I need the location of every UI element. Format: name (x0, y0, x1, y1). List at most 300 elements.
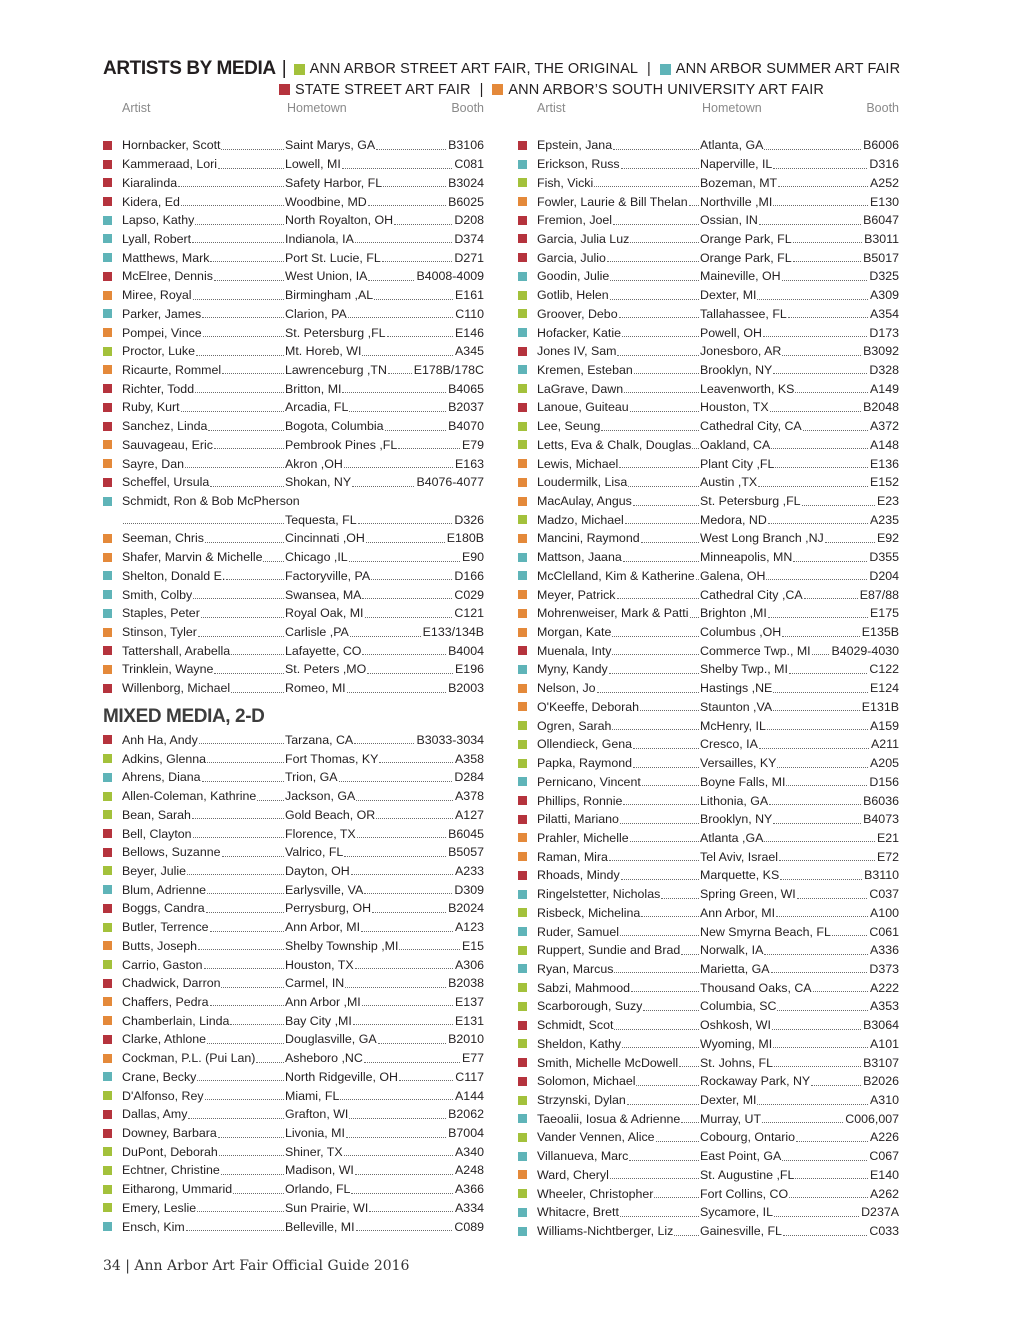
hometown: Leavenworth, KS (700, 381, 795, 396)
artist-name: Anh Ha, Andy (122, 732, 198, 747)
hometown-cell (700, 531, 876, 545)
artist-row (518, 1166, 899, 1185)
hometown-cell (285, 901, 447, 915)
artist-name: Erickson, Russ (537, 157, 620, 172)
dot-leader (342, 392, 446, 393)
booth-number: E175 (870, 606, 899, 621)
dot-leader (771, 448, 868, 449)
dot-leader (614, 1029, 699, 1030)
artist-name: Fowler, Laurie & Bill Thelan (537, 194, 688, 209)
dot-leader (623, 804, 699, 805)
left-entries (103, 136, 484, 698)
artist-row (103, 267, 484, 286)
booth-number: C037 (869, 887, 899, 902)
page-footer: 34 | Ann Arbor Art Fair Official Guide 2016 (103, 1258, 410, 1274)
artist-name: Sanchez, Linda (122, 419, 208, 434)
dot-leader (763, 336, 867, 337)
hometown-cell (700, 775, 868, 789)
hometown-cell (700, 138, 862, 152)
artist-row (103, 1030, 484, 1049)
hometown: Chicago ,IL (285, 550, 348, 565)
artist-row (103, 211, 484, 230)
artist-name-cell (537, 794, 700, 808)
dot-leader (208, 430, 284, 431)
green-square-icon (518, 908, 527, 917)
dot-leader (198, 949, 284, 950)
booth-number: B4076-4077 (416, 475, 484, 490)
hometown: Columbia, SC (700, 999, 777, 1014)
hometown: Grafton, WI (285, 1107, 349, 1122)
artist-name-cell (537, 232, 700, 246)
artist-name-cell (122, 307, 285, 321)
artist-name: O'Keeffe, Deborah (537, 699, 640, 714)
artist-row (518, 323, 899, 342)
artist-row (103, 323, 484, 342)
artist-name: Prahler, Michelle (537, 830, 629, 845)
green-square-icon (518, 721, 527, 730)
booth-number: C110 (455, 306, 484, 321)
artist-name: Lewis, Michael (537, 456, 619, 471)
hometown-cell (700, 943, 869, 957)
hometown-cell (700, 999, 869, 1013)
dot-leader (661, 898, 699, 899)
orange-square-icon (103, 291, 112, 300)
booth-number: A306 (455, 957, 484, 972)
artist-row (518, 885, 899, 904)
dot-leader (773, 710, 860, 711)
hometown-cell (700, 588, 859, 602)
artist-row (103, 918, 484, 937)
artist-name-cell (537, 868, 700, 882)
orange-square-icon (103, 1016, 112, 1025)
booth-number: B3064 (863, 1018, 899, 1033)
booth-number: A127 (455, 807, 484, 822)
artist-row (103, 604, 484, 623)
dot-leader (187, 874, 284, 875)
artist-name: Ringelstetter, Nicholas (537, 887, 661, 902)
hometown-cell (285, 681, 447, 695)
dot-leader (777, 1010, 868, 1011)
booth-number: B2010 (448, 1032, 484, 1047)
hometown: Boyne Falls, MI (700, 774, 786, 789)
dot-leader (207, 893, 284, 894)
booth-number: D156 (869, 774, 899, 789)
artist-name-cell (122, 176, 285, 190)
hometown: St. Augustine ,FL (700, 1167, 795, 1182)
dot-leader (221, 149, 284, 150)
hometown: Florence, TX (285, 826, 356, 841)
dot-leader (339, 781, 453, 782)
artist-row (103, 1124, 484, 1143)
red-square-icon (518, 234, 527, 243)
hometown: Powell, OH (700, 325, 762, 340)
booth-number: E196 (455, 662, 484, 677)
hometown-cell (285, 883, 453, 897)
section-title-mixed-media: MIXED MEDIA, 2-D (103, 705, 265, 727)
dot-leader (630, 841, 699, 842)
artist-row (103, 843, 484, 862)
artist-name-cell (537, 176, 700, 190)
booth-number: A211 (870, 737, 899, 752)
red-square-icon (103, 272, 112, 281)
dot-leader (207, 1043, 284, 1044)
hometown-cell (700, 438, 869, 452)
hometown-cell (285, 382, 447, 396)
orange-square-icon (103, 459, 112, 468)
dot-leader (256, 1062, 284, 1063)
hometown-cell (700, 213, 862, 227)
booth-number: C006,007 (845, 1111, 899, 1126)
hometown-cell (700, 812, 862, 826)
hometown-cell (285, 232, 453, 246)
artist-name-cell (537, 251, 700, 265)
dot-leader (356, 800, 453, 801)
artist-name: Phillips, Ronnie (537, 793, 623, 808)
artist-row (103, 731, 484, 750)
booth-number: A353 (870, 999, 899, 1014)
artist-name: Ruppert, Sundie and Brad (537, 943, 681, 958)
hometown-cell (285, 1070, 454, 1084)
hometown-cell (285, 1032, 447, 1046)
hometown-cell (700, 326, 868, 340)
hometown-cell (285, 213, 453, 227)
green-square-icon (103, 754, 112, 763)
artist-name-cell (537, 195, 700, 209)
orange-square-icon (518, 478, 527, 487)
hometown-cell (285, 326, 454, 340)
hometown: North Royalton, OH (285, 213, 394, 228)
dot-leader (349, 561, 460, 562)
hometown-cell (700, 700, 861, 714)
artist-name-cell (122, 681, 285, 695)
artist-name-cell (122, 326, 285, 340)
dot-leader (692, 448, 699, 449)
dot-leader (594, 186, 699, 187)
dot-leader (628, 486, 699, 487)
artist-row (518, 510, 899, 529)
green-square-icon (103, 923, 112, 932)
artist-name-cell (537, 681, 700, 695)
artist-row (518, 922, 899, 941)
hometown: Port St. Lucie, FL (285, 250, 381, 265)
booth-number: B3107 (863, 1055, 899, 1070)
hometown: Ann Arbor, MI (700, 905, 776, 920)
artist-name: Ruder, Samuel (537, 924, 619, 939)
artist-name: Strzynski, Dylan (537, 1093, 626, 1108)
artist-name-cell (537, 1224, 700, 1238)
artist-row (518, 960, 899, 979)
legend-separator: | (479, 81, 484, 98)
artist-row (518, 997, 899, 1016)
artist-name-cell (122, 251, 285, 265)
artist-row (518, 978, 899, 997)
artist-name-cell (122, 625, 285, 639)
dot-leader (769, 804, 861, 805)
dot-leader (233, 1193, 284, 1194)
orange-square-icon (103, 665, 112, 674)
page-header (103, 59, 903, 99)
dot-leader (643, 1010, 699, 1011)
booth-number: B4073 (863, 812, 899, 827)
dot-leader (762, 1122, 843, 1123)
red-square-icon (518, 1058, 527, 1067)
hometown: Woodbine, MD (285, 194, 367, 209)
hometown: Shelby Twp., MI (700, 662, 788, 677)
dot-leader (387, 336, 454, 337)
artist-name-cell (537, 269, 700, 283)
artist-name-cell (537, 999, 700, 1013)
artist-row (103, 417, 484, 436)
hometown: Ossian, IN (700, 213, 758, 228)
green-square-icon (103, 960, 112, 969)
booth-number: A309 (870, 288, 899, 303)
hometown-cell (700, 475, 869, 489)
booth-number: E87/88 (859, 587, 899, 602)
artist-row (518, 548, 899, 567)
hometown: Lafayette, CO (285, 643, 362, 658)
artist-row (518, 1109, 899, 1128)
dot-leader (773, 373, 867, 374)
artist-row (103, 805, 484, 824)
artist-name: Lapso, Kathy (122, 213, 195, 228)
dot-leader (617, 598, 700, 599)
right-column-headers (518, 101, 899, 117)
artist-name-cell (537, 1074, 700, 1088)
booth-number: B2062 (448, 1107, 484, 1122)
dot-leader (358, 523, 453, 524)
artist-name-cell (122, 531, 285, 545)
dot-leader (764, 954, 868, 955)
artist-row (518, 1091, 899, 1110)
hometown-cell (285, 513, 453, 527)
teal-square-icon (518, 328, 527, 337)
artist-name: Vander Vennen, Alice (537, 1130, 655, 1145)
dot-leader (786, 785, 867, 786)
dot-leader (636, 1085, 699, 1086)
red-square-icon (518, 796, 527, 805)
artist-name-cell (537, 831, 700, 845)
dot-leader (764, 841, 875, 842)
hometown-cell (285, 662, 454, 676)
mixed-media-entries (103, 731, 484, 1236)
artist-row (518, 754, 899, 773)
green-square-icon (518, 740, 527, 749)
hometown-cell (285, 400, 447, 414)
orange-square-icon (103, 997, 112, 1006)
orange-square-icon (103, 1054, 112, 1063)
dot-leader (364, 1062, 460, 1063)
artist-name: Kremen, Esteban (537, 362, 633, 377)
booth-number: B2026 (863, 1074, 899, 1089)
hometown-cell (285, 864, 454, 878)
dot-leader (376, 149, 446, 150)
dot-leader (193, 837, 284, 838)
hometown: Akron ,OH (285, 456, 343, 471)
artist-row (103, 768, 484, 787)
artist-name: Risbeck, Michelina (537, 905, 641, 920)
booth-number: C122 (869, 662, 899, 677)
booth-number: A358 (455, 751, 484, 766)
dot-leader (210, 261, 284, 262)
booth-number: C117 (455, 1069, 484, 1084)
dot-leader (364, 893, 452, 894)
artist-row (103, 567, 484, 586)
artist-name-cell (122, 382, 285, 396)
artist-row (103, 304, 484, 323)
dot-leader (654, 1197, 699, 1198)
hometown: West Long Branch ,NJ (700, 531, 824, 546)
hometown: Austin ,TX (700, 475, 758, 490)
artist-name: D'Alfonso, Rey (122, 1088, 204, 1103)
artist-row (103, 1011, 484, 1030)
artist-name: McElree, Dennis (122, 269, 213, 284)
artist-name: Beyer, Julie (122, 863, 187, 878)
artist-name: Adkins, Glenna (122, 751, 207, 766)
dot-leader (192, 818, 284, 819)
dot-leader (362, 1005, 453, 1006)
dot-leader (795, 1178, 868, 1179)
booth-number: C089 (454, 1219, 484, 1234)
hometown-cell (285, 344, 454, 358)
hometown-cell (700, 363, 868, 377)
teal-square-icon (103, 1222, 112, 1231)
dot-leader (767, 729, 868, 730)
artist-name: Pompei, Vince (122, 325, 202, 340)
artist-name-cell (122, 157, 285, 171)
dot-leader (612, 729, 699, 730)
artist-name-cell (537, 775, 700, 789)
artist-name: Garcia, Julio (537, 250, 606, 265)
dot-leader (351, 874, 453, 875)
booth-number: E180B (446, 531, 484, 546)
dot-leader (620, 1216, 699, 1217)
dot-leader (186, 1230, 284, 1231)
hometown-cell (700, 681, 869, 695)
artist-row (103, 361, 484, 380)
hometown-cell (700, 232, 863, 246)
dot-leader (345, 987, 446, 988)
teal-square-icon (518, 927, 527, 936)
artist-name: Matthews, Mark (122, 250, 210, 265)
artist-name: Dallas, Amy (122, 1107, 188, 1122)
orange-square-icon (103, 628, 112, 637)
hometown-cell (700, 662, 868, 676)
dot-leader (757, 299, 868, 300)
hometown: Gold Beach, OR (285, 807, 376, 822)
booth-number: B6036 (863, 793, 899, 808)
dot-leader (361, 931, 453, 932)
artist-row (518, 641, 899, 660)
hometown-cell (285, 1201, 454, 1215)
booth-number: D284 (454, 770, 484, 785)
booth-number: B4029-4030 (831, 643, 899, 658)
artist-row (518, 1147, 899, 1166)
artist-row (518, 454, 899, 473)
booth-number: B5057 (448, 845, 484, 860)
artist-row (518, 698, 899, 717)
booth-number: D208 (454, 213, 484, 228)
hometown: St. Johns, FL (700, 1055, 774, 1070)
artist-name: Scarborough, Suzy (537, 999, 643, 1014)
hometown-cell (285, 920, 454, 934)
orange-square-icon (103, 941, 112, 950)
artist-name: Mohrenweiser, Mark & Patti (537, 606, 689, 621)
left-column-headers (103, 101, 484, 117)
artist-name: Kidera, Ed (122, 194, 180, 209)
hometown-cell (285, 733, 415, 747)
artist-row (518, 436, 899, 455)
dot-leader (214, 448, 284, 449)
artist-name: Staples, Peter (122, 606, 200, 621)
artist-row (518, 136, 899, 155)
dot-leader (758, 486, 868, 487)
dot-leader (193, 299, 284, 300)
orange-square-icon (518, 833, 527, 842)
artist-name: Lanoue, Guiteau (537, 400, 629, 415)
orange-square-icon (518, 1170, 527, 1179)
artist-name-cell (122, 733, 285, 747)
hometown: Spring Green, WI (700, 887, 796, 902)
artist-row (518, 248, 899, 267)
dot-leader (231, 654, 284, 655)
hometown: Cincinnati ,OH (285, 531, 365, 546)
hometown-cell (285, 1107, 447, 1121)
booth-number: E79 (461, 437, 484, 452)
teal-square-icon (518, 964, 527, 973)
dot-leader (207, 762, 284, 763)
hometown: East Point, GA (700, 1149, 782, 1164)
dot-leader (640, 710, 699, 711)
artist-row (518, 791, 899, 810)
artist-name-cell (537, 1130, 700, 1144)
red-square-icon (518, 871, 527, 880)
booth-number: D325 (869, 269, 899, 284)
artist-name: Fish, Vicki (537, 175, 594, 190)
hometown: Brooklyn, NY (700, 362, 773, 377)
hometown: Safety Harbor, FL (285, 175, 383, 190)
hometown: Bozeman, MT (700, 175, 778, 190)
dot-leader (610, 1178, 699, 1179)
dot-leader (772, 1029, 861, 1030)
artist-name-cell (537, 737, 700, 751)
booth-number: C061 (869, 924, 899, 939)
dot-leader (782, 636, 860, 637)
artist-row (518, 810, 899, 829)
artist-name-cell (122, 363, 285, 377)
hometown-cell (700, 906, 869, 920)
artist-name: Richter, Todd (122, 381, 195, 396)
dot-leader (777, 767, 868, 768)
artist-row (103, 529, 484, 548)
hometown-cell (285, 606, 453, 620)
artist-name: Williams-Nichtberger, Liz (537, 1224, 674, 1239)
artist-name: Tattershall, Arabella (122, 643, 231, 658)
artist-row (103, 1142, 484, 1161)
dot-leader (197, 1080, 284, 1081)
artist-name: Miree, Royal (122, 288, 192, 303)
teal-square-icon (518, 1152, 527, 1161)
artist-row (103, 1199, 484, 1218)
dot-leader (344, 856, 446, 857)
artist-name-cell (537, 475, 700, 489)
green-square-icon (518, 422, 527, 431)
hometown: Dexter, MI (700, 288, 757, 303)
artist-name-cell (122, 232, 285, 246)
artist-row (103, 623, 484, 642)
artist-row (103, 993, 484, 1012)
right-column (518, 136, 899, 1240)
dot-leader (625, 523, 699, 524)
